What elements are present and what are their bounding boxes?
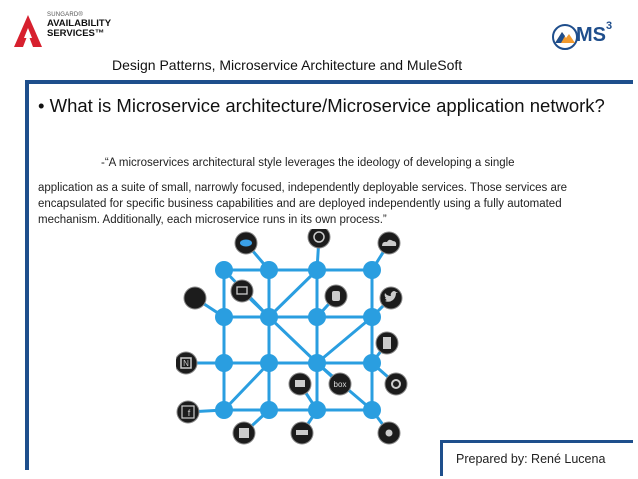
node	[363, 261, 381, 279]
node	[308, 354, 326, 372]
sungard-logo-icon	[13, 14, 43, 48]
quote-body: application as a suite of small, narrowly focused, independently deployable services. Those services are encapsulated for specific business capabilities and are deployed independently using a fully automated mechanism. Additionally, each microservice runs in its own process.”	[38, 182, 568, 226]
facebook-icon	[177, 401, 199, 423]
sungard-line3: SERVICES™	[47, 27, 105, 39]
grid-icon	[289, 373, 311, 395]
sungard-logo	[13, 12, 123, 48]
node	[363, 308, 381, 326]
microservice-network-diagram	[176, 229, 416, 449]
sungard-line2: AVAILABILITY	[47, 18, 112, 29]
svg-text:f: f	[187, 408, 191, 418]
node	[215, 401, 233, 419]
node	[215, 308, 233, 326]
bullet-heading: • What is Microservice architecture/Microservice application network?	[38, 95, 605, 116]
left-rule	[25, 80, 29, 470]
app-icon	[184, 287, 206, 309]
page-title: Design Patterns, Microservice Architecture and MuleSoft	[112, 57, 463, 73]
node	[215, 261, 233, 279]
monitor-icon	[231, 280, 253, 302]
node	[308, 261, 326, 279]
node	[363, 401, 381, 419]
ms3-wordmark	[576, 20, 613, 47]
box-icon	[329, 373, 351, 395]
header-rule	[25, 80, 633, 84]
node	[308, 401, 326, 419]
server-icon	[376, 332, 398, 354]
settings-icon	[378, 422, 400, 444]
node	[260, 261, 278, 279]
database-icon	[325, 285, 347, 307]
svg-text:N: N	[183, 359, 189, 368]
salesforce-icon	[235, 232, 257, 254]
ms3-logo	[552, 20, 632, 54]
node	[308, 308, 326, 326]
node	[260, 308, 278, 326]
sungard-wordmark	[47, 12, 111, 38]
ms3-text: MS	[576, 24, 606, 46]
sungard-line1: SUNGARD®	[47, 12, 84, 18]
box-label: box	[333, 380, 347, 389]
quote-first-line: -“A microservices architectural style leverages the ideology of developing a single	[101, 157, 515, 169]
node	[215, 354, 233, 372]
node	[260, 354, 278, 372]
grid-icon	[291, 422, 313, 444]
wordpress-icon	[308, 229, 330, 248]
settings-icon	[385, 373, 407, 395]
ms3-mountain-logo-icon	[552, 24, 578, 50]
app-icon	[233, 422, 255, 444]
ms3-superscript: 3	[606, 20, 613, 33]
netsuite-icon	[176, 352, 197, 374]
twitter-icon	[380, 287, 402, 309]
node	[260, 401, 278, 419]
node	[363, 354, 381, 372]
prepared-by: Prepared by: René Lucena	[456, 452, 606, 466]
cloud-icon	[378, 232, 400, 254]
